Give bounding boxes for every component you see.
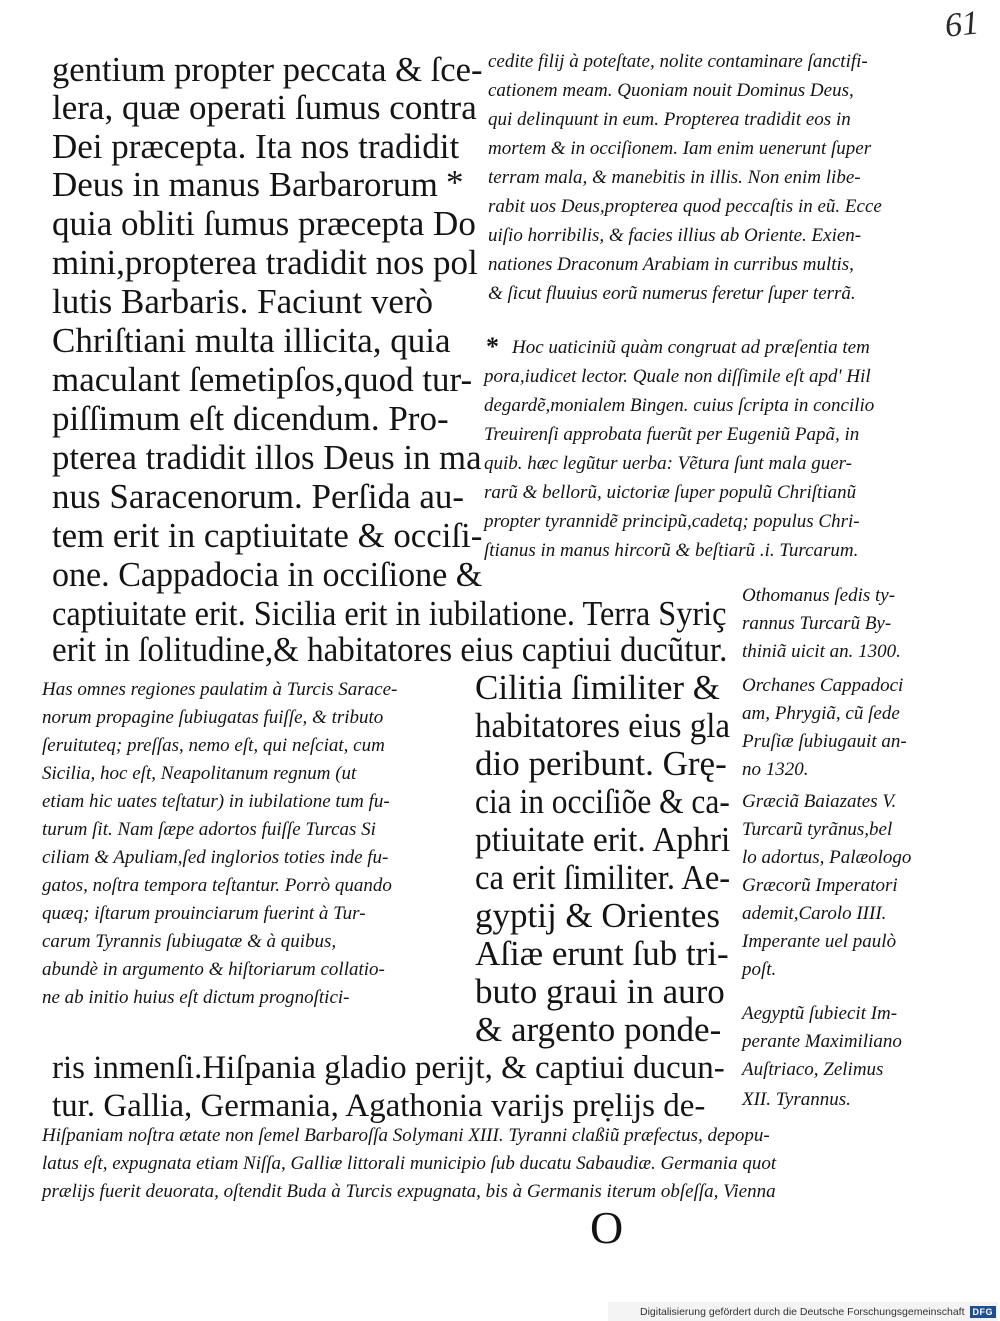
text-line: ſtianus in manus hircorũ & beſtiarũ .i. Turcarum. <box>484 540 859 561</box>
text-line: ademit,Carolo IIII. <box>742 903 887 924</box>
footer-text: Digitalisierung gefördert durch die Deutsche Forschungsgemeinschaft <box>639 1305 965 1318</box>
text-line: ne ab initio huius eſt dictum prognoſtici- <box>42 987 350 1008</box>
text-line: prælijs fuerit deuorata, oſtendit Buda à Turcis expugnata, bis à Germanis iterum obſeſſa, Vienna <box>42 1181 776 1202</box>
text-line: norum propagine ſubiugatas fuiſſe, & tributo <box>42 707 384 728</box>
text-line: Turcarũ tyrãnus,bel <box>742 819 893 840</box>
text-line: one. Cappadocia in occiſione & <box>52 555 483 594</box>
dfg-logo: DFG <box>970 1306 997 1318</box>
text-line: erit in ſolitudine,& habitatores eius captiui ducũtur. <box>52 630 728 669</box>
text-line: turum ſit. Nam ſæpe adortos fuiſſe Turcas Si <box>42 819 376 840</box>
text-line: terram mala, & manebitis in illis. Non enim libe- <box>488 167 861 188</box>
text-line: Hiſpaniam noſtra ætate non ſemel Barbaroſſa Solymani XIII. Tyranni claßiũ præfectus, depopu- <box>42 1125 770 1146</box>
text-line: piſſimum eſt dicendum. Pro- <box>52 399 449 438</box>
text-line: ſeruituteq; preſſas, nemo eſt, qui neſciat, cum <box>42 735 385 756</box>
text-line: nus Saracenorum. Perſida au- <box>52 477 465 516</box>
digitization-footer <box>608 1302 998 1321</box>
text-line: rannus Turcarũ By- <box>742 613 892 634</box>
text-line: gentium propter peccata & ſce- <box>52 50 483 89</box>
text-line: am, Phrygiã, cũ ſede <box>742 703 900 724</box>
text-line: etiam hic uates teſtatur) in iubilatione tum fu- <box>42 791 390 812</box>
page-number: 61 <box>943 4 981 45</box>
text-line: ciliam & Apuliam,ſed inglorios toties inde fu- <box>42 847 389 868</box>
text-line: ca erit ſimiliter. Ae- <box>475 858 731 897</box>
text-line: qui delinquunt in eum. Propterea tradidit eos in <box>488 109 851 130</box>
text-line: Orchanes Cappadoci <box>742 675 904 696</box>
text-line: gatos, noſtra tempora teſtantur. Porrò quando <box>42 875 392 896</box>
text-line: Hoc uaticiniũ quàm congruat ad præſentia tem <box>512 337 870 358</box>
text-line: tur. Gallia, Germania, Agathonia varijs prẹlijs de- <box>52 1088 706 1124</box>
text-line: Aſiæ erunt ſub tri- <box>475 934 729 973</box>
text-line: Aegyptũ ſubiecit Im- <box>742 1003 898 1024</box>
text-line: uiſio horribilis, & facies illius ab Oriente. Exien- <box>488 225 862 246</box>
text-line: XII. Tyrannus. <box>742 1089 851 1110</box>
text-line: maculant ſemetipſos,quod tur- <box>52 360 473 399</box>
text-line: poſt. <box>742 959 777 980</box>
text-line: no 1320. <box>742 759 809 780</box>
text-line: buto graui in auro <box>475 972 725 1011</box>
text-line: Othomanus ſedis ty- <box>742 585 896 606</box>
text-line: latus eſt, expugnata etiam Niſſa, Galliæ littorali municipio ſub ducatu Sabaudiæ. Germania quot <box>42 1153 777 1174</box>
text-line: pora,iudicet lector. Quale non diſſimile eſt apd' Hil <box>484 366 871 387</box>
text-line: Imperante uel paulò <box>742 931 897 952</box>
text-line: tem erit in captiuitate & occiſi- <box>52 516 483 555</box>
text-line: lera, quæ operati ſumus contra <box>52 88 477 127</box>
text-line: dio peribunt. Grę- <box>475 744 727 783</box>
text-line: cationem meam. Quoniam nouit Dominus Deus, <box>488 80 854 101</box>
text-line: Auſtriaco, Zelimus <box>742 1059 884 1080</box>
text-line: Græcorũ Imperatori <box>742 875 898 896</box>
text-line: habitatores eius gla <box>475 706 731 745</box>
text-line: Treuirenſi approbata fuerũt per Eugeniũ Papã, in <box>484 424 860 445</box>
text-line: cedite filij à poteſtate, nolite contaminare ſanctifi- <box>488 51 868 72</box>
text-line: pterea tradidit illos Deus in ma <box>52 438 482 477</box>
text-line: Deus in manus Barbarorum <box>52 165 438 204</box>
text-line: Chriſtiani multa illicita, quia <box>52 321 451 360</box>
text-line: & argento ponde- <box>475 1010 722 1049</box>
text-line: quib. hæc legũtur uerba: Vẽtura ſunt mala guer- <box>484 453 852 474</box>
text-line: abundè in argumento & hiſtoriarum collatio- <box>42 959 385 980</box>
text-line: perante Maximiliano <box>742 1031 902 1052</box>
text-line: Has omnes regiones paulatim à Turcis Sarace- <box>42 679 398 700</box>
text-line: Sicilia, hoc eſt, Neapolitanum regnum (ut <box>42 763 357 784</box>
text-line: gyptij & Orientes <box>475 896 720 935</box>
asterisk-mark: * <box>486 332 499 361</box>
text-line: lutis Barbaris. Faciunt verò <box>52 282 434 321</box>
text-line: captiuitate erit. Sicilia erit in iubilatione. Terra Syriç <box>52 594 727 633</box>
text-line: degardẽ,monialem Bingen. cuius ſcripta in concilio <box>484 395 875 416</box>
text-line: & ſicut fluuius eorũ numerus feretur ſuper terrã. <box>488 283 856 304</box>
text-line: propter tyrannidẽ principũ,cadetq; populus Chri- <box>484 511 860 532</box>
text-line: thiniã uicit an. 1300. <box>742 641 901 662</box>
text-line: quia obliti ſumus præcepta Do <box>52 204 476 243</box>
text-line: cia in occiſiõe & ca- <box>475 782 730 821</box>
text-line: rabit uos Deus,propterea quod peccaſtis in eũ. Ecce <box>488 196 882 217</box>
catchword: O <box>590 1202 624 1253</box>
text-line: quæq; iſtarum prouinciarum fuerint à Tur- <box>42 903 366 924</box>
text-line: Cilitia ſimiliter & <box>475 668 720 707</box>
text-line: lo adortus, Palæologo <box>742 847 912 868</box>
text-line: ris inmenſi.Hiſpania gladio perijt, & captiui ducun- <box>52 1050 725 1086</box>
text-line: Pruſiæ ſubiugauit an- <box>742 731 907 752</box>
text-line: nationes Draconum Arabiam in curribus multis, <box>488 254 854 275</box>
text-line: Dei præcepta. Ita nos tradidit <box>52 127 460 166</box>
text-line: carum Tyrannis ſubiugatæ & à quibus, <box>42 931 337 952</box>
asterisk-mark: * <box>446 163 464 202</box>
text-line: rarũ & bellorũ, uictoriæ ſuper populũ Chriſtianũ <box>484 482 857 503</box>
text-line: mini,propterea tradidit nos pol <box>52 243 478 282</box>
text-line: Græciã Baiazates V. <box>742 791 897 812</box>
text-line: mortem & in occiſionem. Iam enim uenerunt ſuper <box>488 138 872 159</box>
text-line: ptiuitate erit. Aphri <box>475 820 731 859</box>
